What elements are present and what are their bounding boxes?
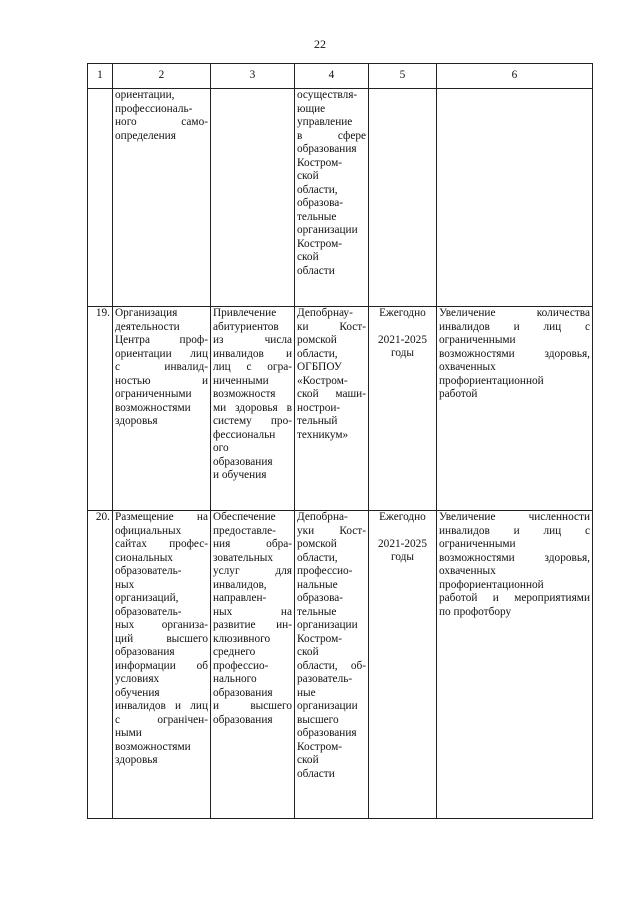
header-col-6: 6: [437, 64, 593, 89]
cell-line: направлен-: [213, 592, 267, 604]
cell-line: профессиональ-: [115, 102, 193, 115]
cell-line: ОГБПОУ: [297, 361, 342, 373]
cell-line: из числа: [213, 334, 292, 346]
cell-line: официальных: [115, 524, 182, 537]
cell-line: ных на: [213, 605, 292, 618]
cell-result: [437, 89, 593, 307]
cell-line: Костром-: [297, 632, 342, 645]
cell-content: [211, 307, 295, 511]
cell-line: организации: [297, 224, 358, 236]
cell-line: ного само-: [115, 116, 208, 128]
cell-line: Обеспечение: [213, 511, 276, 523]
cell-line: развитие ин-: [213, 619, 292, 631]
cell-line: Увеличение количества: [439, 307, 590, 319]
cell-line: техникум»: [297, 428, 349, 441]
cell-line: профессио-: [213, 659, 269, 672]
cell-line: ской: [297, 251, 319, 263]
cell-line: годы: [390, 551, 414, 563]
cell-measure: [113, 307, 211, 511]
cell-line: возможностями: [115, 740, 191, 753]
cell-line: образования: [213, 455, 273, 468]
cell-line: профессио-: [297, 565, 353, 577]
cell-line: «Костром-: [297, 374, 348, 387]
table-row: [88, 511, 593, 819]
cell-line: охваченных: [439, 565, 496, 577]
cell-line: возможностями: [115, 401, 191, 414]
cell-line: сайтах профес-: [115, 538, 208, 550]
cell-line: систему про-: [213, 415, 292, 427]
cell-line: абитуриентов: [213, 320, 279, 333]
cell-timing: [369, 307, 437, 511]
cell-line: годы: [390, 347, 414, 359]
cell-line: и высшего: [213, 700, 292, 712]
cell-line: организаций,: [115, 592, 179, 604]
cell-content: [211, 89, 295, 307]
cell-line: определения: [115, 129, 176, 142]
cell-line: образования: [213, 713, 273, 726]
cell-line: образования: [115, 646, 175, 658]
cell-line: области, об-: [297, 659, 366, 672]
cell-line: ностью и: [115, 374, 208, 387]
cell-line: ориентации,: [115, 89, 175, 101]
cell-line: нального: [213, 673, 257, 685]
cell-line: [371, 321, 434, 334]
cell-line: нострои-: [297, 401, 341, 414]
cell-line: здоровья: [115, 754, 158, 766]
cell-line: области,: [297, 551, 338, 564]
cell-line: предоставле-: [213, 524, 276, 537]
table-row: [88, 89, 593, 307]
cell-content: [211, 511, 295, 819]
cell-line: ми здоровья в: [213, 401, 292, 414]
cell-line: ориентации лиц: [115, 347, 208, 360]
cell-line: области: [297, 264, 335, 277]
measures-table: [87, 63, 593, 819]
cell-measure: [113, 89, 211, 307]
cell-number: 20.: [88, 511, 113, 819]
cell-line: обучения: [115, 686, 160, 699]
cell-line: фессиональн: [213, 428, 276, 441]
cell-line: деятельности: [115, 320, 180, 333]
cell-line: по профотбору: [439, 605, 512, 618]
header-col-4: 4: [295, 64, 369, 89]
cell-line: Ежегодно: [379, 307, 426, 319]
cell-line: разователь-: [297, 673, 353, 685]
cell-line: ния обра-: [213, 538, 292, 550]
table-row: [88, 307, 593, 511]
cell-line: образования: [297, 143, 357, 155]
cell-line: с огранічен-: [115, 713, 208, 726]
header-col-1: 1: [88, 64, 113, 89]
cell-line: организации: [297, 700, 358, 712]
cell-line: области: [297, 767, 335, 780]
cell-line: Размещение на: [115, 511, 208, 523]
header-col-5: 5: [369, 64, 437, 89]
cell-line: осуществля-: [297, 89, 358, 101]
cell-line: ограниченными: [439, 538, 516, 550]
cell-line: ные: [297, 686, 316, 699]
cell-line: здоровья: [115, 415, 158, 427]
cell-line: возможностя: [213, 388, 276, 400]
cell-line: организации: [297, 619, 358, 631]
cell-line: ных: [115, 578, 135, 591]
cell-line: среднего: [213, 646, 256, 658]
header-col-3: 3: [211, 64, 295, 89]
cell-line: возможностями здоровья,: [439, 347, 590, 360]
cell-line: работой: [439, 388, 478, 400]
cell-line: информации об: [115, 659, 208, 672]
cell-line: ской: [297, 646, 319, 658]
cell-line: уки Кост-: [297, 524, 366, 537]
cell-line: и обучения: [213, 469, 267, 481]
cell-line: Костром-: [297, 237, 342, 250]
cell-line: сиональных: [115, 551, 173, 564]
cell-line: Центра проф-: [115, 334, 208, 346]
cell-line: профориентационной: [439, 578, 544, 591]
header-col-2: 2: [113, 64, 211, 89]
cell-line: возможностями здоровья,: [439, 551, 590, 564]
cell-line: условиях: [115, 673, 160, 685]
cell-result: [437, 511, 593, 819]
cell-line: ки Кост-: [297, 320, 366, 333]
cell-line: охваченных: [439, 361, 496, 373]
cell-line: Депобрна-: [297, 511, 348, 523]
cell-line: инвалидов и лиц с: [439, 320, 590, 333]
cell-line: Привлечение: [213, 307, 277, 319]
cell-line: образования: [297, 727, 357, 739]
cell-line: высшего: [297, 713, 339, 726]
cell-line: Ежегодно: [379, 511, 426, 523]
cell-line: ющие: [297, 102, 326, 115]
cell-responsible: [295, 89, 369, 307]
cell-line: в сфере: [297, 129, 366, 142]
cell-line: [371, 525, 434, 538]
cell-line: ограниченными: [115, 388, 192, 400]
cell-line: ской: [297, 754, 319, 766]
cell-line: управление: [297, 116, 353, 128]
cell-line: тельный: [297, 415, 338, 427]
cell-line: нальные: [297, 578, 338, 591]
cell-line: ограниченными: [439, 334, 516, 346]
cell-line: Организация: [115, 307, 178, 319]
cell-line: работой и мероприятиями: [439, 592, 590, 604]
cell-line: ниченными: [213, 374, 269, 387]
cell-result: [437, 307, 593, 511]
cell-number: [88, 89, 113, 307]
cell-line: ций высшего: [115, 632, 208, 645]
cell-line: ромской: [297, 334, 337, 346]
cell-line: ромской: [297, 538, 337, 550]
cell-line: образова-: [297, 592, 344, 604]
cell-line: зовательных: [213, 551, 273, 564]
cell-line: услуг для: [213, 565, 292, 577]
cell-line: Костром-: [297, 740, 342, 753]
cell-measure: [113, 511, 211, 819]
cell-line: области,: [297, 183, 338, 196]
cell-line: с инвалид-: [115, 361, 208, 373]
cell-line: образования: [213, 686, 273, 699]
cell-line: ской маши-: [297, 388, 366, 400]
cell-line: профориентационной: [439, 374, 544, 387]
cell-responsible: [295, 511, 369, 819]
cell-line: области,: [297, 347, 338, 360]
cell-line: ных организа-: [115, 619, 208, 631]
cell-line: тельные: [297, 605, 337, 618]
cell-line: 2021-2025: [378, 333, 427, 346]
cell-line: Увеличение численности: [439, 511, 590, 523]
cell-line: ого: [213, 442, 229, 454]
cell-number: 19.: [88, 307, 113, 511]
page-number: 22: [314, 37, 326, 51]
cell-line: инвалидов и: [213, 347, 292, 360]
cell-line: Депобрнау-: [297, 307, 353, 319]
cell-line: клюзивного: [213, 632, 271, 645]
cell-line: инвалидов,: [213, 578, 267, 591]
cell-line: образователь-: [115, 565, 182, 577]
cell-line: ской: [297, 170, 319, 182]
cell-responsible: [295, 307, 369, 511]
cell-line: тельные: [297, 210, 337, 223]
cell-line: лиц с огра-: [213, 361, 292, 373]
header-row: [88, 64, 593, 89]
cell-line: ными: [115, 727, 142, 739]
cell-line: образова-: [297, 197, 344, 209]
cell-line: Костром-: [297, 156, 342, 169]
cell-line: инвалидов и лиц: [115, 700, 208, 712]
cell-line: 2021-2025: [378, 537, 427, 550]
cell-line: образователь-: [115, 605, 182, 618]
cell-line: инвалидов и лиц с: [439, 524, 590, 537]
cell-timing: [369, 89, 437, 307]
cell-timing: [369, 511, 437, 819]
